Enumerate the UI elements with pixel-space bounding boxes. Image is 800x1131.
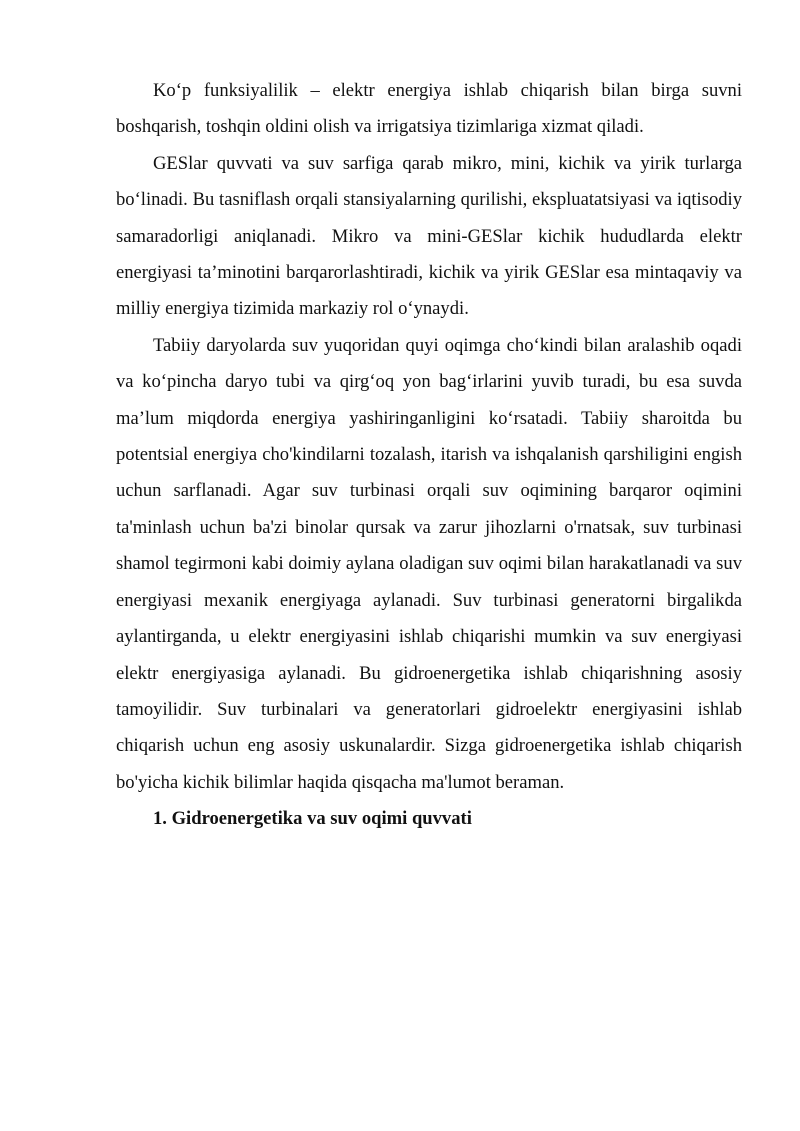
section-heading: 1. Gidroenergetika va suv oqimi quvvati: [153, 808, 472, 830]
document-page: [116, 73, 742, 838]
paragraph-multifunctionality: Ko‘p funksiyalilik – elektr energiya ishlab chiqarish bilan birga suvni boshqarish, toshqin oldini olish va irrigatsiya tizimlariga xizmat qiladi.: [116, 80, 742, 138]
paragraph-hydropower-principle: Tabiiy daryolarda suv yuqoridan quyi oqimga cho‘kindi bilan aralashib oqadi va ko‘pincha daryo tubi va qirg‘oq yon bag‘irlarini yuvib turadi, bu esa suvda ma’lum miqdorda energiya yashiringanligini ko‘rsatadi. Tabiiy sharoitda bu potentsial energiya cho'kindilarni tozalash, itarish va ishqalanish qarshiligini engish uchun sarflanadi. Agar suv turbinasi orqali suv oqimining barqaror oqimini ta'minlash uchun ba'zi binolar qursak va zarur jihozlarni o'rnatsak, suv turbinasi shamol tegirmoni kabi doimiy aylana oladigan suv oqimi bilan harakatlanadi va suv energiyasi mexanik energiyaga aylanadi. Suv turbinasi generatorni birgalikda aylantirganda, u elektr energiyasini ishlab chiqarishi mumkin va suv energiyasi elektr energiyasiga aylanadi. Bu gidroenergetika ishlab chiqarishning asosiy tamoyilidir. Suv turbinalari va generatorlari gidroelektr energiyasini ishlab chiqarish uchun eng asosiy uskunalardir. Sizga gidroenergetika ishlab chiqarish bo'yicha kichik bilimlar haqida qisqacha ma'lumot beraman.: [116, 334, 742, 793]
paragraph-hpp-classification: GESlar quvvati va suv sarfiga qarab mikro, mini, kichik va yirik turlarga bo‘linadi. Bu tasniflash orqali stansiyalarning qurilishi, ekspluatatsiyasi va iqtisodiy samaradorligi aniqlanadi. Mikro va mini-GESlar kichik hududlarda elektr energiyasi ta’minotini barqarorlashtiradi, kichik va yirik GESlar esa mintaqaviy va milliy energiya tizimida markaziy rol o‘ynaydi.: [116, 152, 742, 320]
